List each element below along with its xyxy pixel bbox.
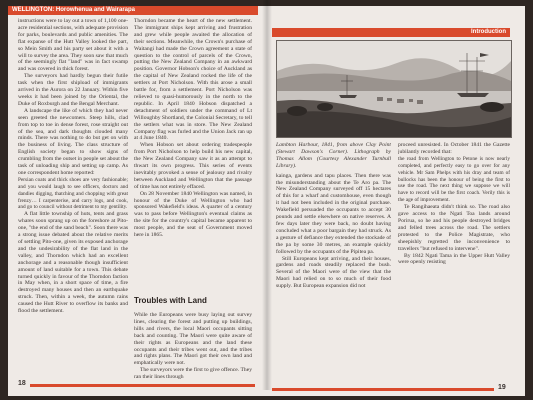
paragraph: Thorndon became the heart of the new settlement. The immigrant ships kept arriving and frustration and grew while people awaited the allocation of their sections. Meanwhile, the Crown's purchase of Waitangi had made the Crown agreement a state of question to the control of parcels of the Crown, putting the New Zealand Company in an awkward position. Governor Hobson's choice of Auckland as the capital of New Zealand rocked the life of the settlers at Port Nicholson. With this arose a small battle for, from a settlement. Port Nicholson was relieved to quasi-humorously in the north to the republic. In April 1840 Hobson dispatched a detachment of soldiers under the command of Lt Willoughby Shortland, the Colonial Secretary, to tell the settlers what was in store. The New Zealand Company flag was furled and the Union Jack ran up at 4 June 1840. (134, 18, 252, 142)
running-header-right: Introduction (272, 28, 510, 37)
paragraph: instructions were to lay out a town of 1,100 one-acre residential sections, with adequate provision for parks, boulevards and public amenities. The flat expanse of the Hutt Valley looked the part, so Mein Smith and his party set about it with a will to survey the area. They soon saw that much of the seemingly flat "land" was in fact swamp and was covered in thick forest. (18, 18, 128, 73)
section-heading: Troubles with Land (134, 296, 207, 305)
page-number-left: 18 (18, 380, 26, 387)
book-gutter (262, 0, 272, 390)
paragraph: A flat little township of huts, tents and grass whares soon sprang up on the foreshore at Pito-one, "the end of the sand beach". Soon there was a strong issue debated about the relative merits of settling Pito-one, given its exposed anchorage and the undesirability of the flat land in the valley, and Thorndon which had an excellent anchorage and a reasonable though insufficient amount of land suitable for a town. This debate turned quickly in favour of the Thorndon faction in May when, in a short space of time, a fire destroyed many houses and then an earthquake struck. Then, within a week, the autumn rains caused the Hutt River to overflow its banks and flood the settlement. (18, 211, 128, 315)
left-page-column-2-continued (134, 312, 252, 392)
paragraph: The surveyors were the first to give offence. They ran their lines through (134, 367, 252, 381)
paragraph: A landscape the like of which they had never seen greeted the newcomers. Steep hills, clad from top to toe in dense forest, rose straight out of the sea, and dark thoughts clouded many minds. There was nothing to do but get on with the business of living. The class structure of English society began to show signs of crumbling from the outset in people set about the task of unloading ship and setting up camp. As one correspondent home reported: (18, 107, 128, 176)
lithograph-drawing (277, 41, 511, 137)
right-page-column-2 (398, 142, 510, 387)
page-number-right: 19 (498, 384, 506, 391)
block-quote: Persian coats and thick shoes are very fashionable; and you would laugh to see officers, doctors and dandies digging, thatching and chopping with great frenzy… I carpenterise, and carry logs, and cook, and go to council without detriment to my gentility. (18, 176, 128, 211)
right-page-column-1 (276, 142, 391, 387)
paragraph: Te Rangihaeata didn't think so. The road also gave access to the Ngati Toa lands around Porirua, so he and his people destroyed bridges and felled trees across the road. The settlers protested to the Police Magistrate, who sheepishly regretted the inconvenience to travellers "but refused to intervene". (398, 204, 510, 252)
paragraph: proceed unresisted. In October 1841 the Gazette jubilantly recorded that: (398, 142, 510, 155)
footer-rule-left (30, 384, 255, 387)
block-quote: the road from Wellington to Petone is now nearly completed, and perfectly easy to go over for any vehicle. Mr Sam Phelps with his dray and team of bullocks has been the honour of being the first to use the road. The next thing we suppose we will have to record will be the first coach. Verily this is the age of improvement. (398, 155, 510, 204)
paragraph: When Hobson set about ordering tradespeople from Port Nicholson to help build his new capital, the New Zealand Company saw it as an attempt to thwart its own progress. This series of events inevitably provoked a sense of jealousy and rivalry between Auckland and Wellington that the passage of time has not entirely effaced. (134, 142, 252, 190)
paragraph: On 28 November 1840 Wellington was named, in honour of the Duke of Wellington who had sponsored Wakefield's ideas. A quarter of a century was to pass before Wellington's eventual claims as the site for the country's capital became apparent to most people, and the seat of Government moved here in 1865. (134, 190, 252, 239)
paragraph: By 1842 Ngati Tama in the Upper Hutt Valley were openly resisting (398, 252, 510, 266)
running-header-left: WELLINGTON: Horowhenua and Wairarapa (8, 6, 258, 15)
paragraph: While the Europeans were busy laying out survey lines, clearing the forest and putting up buildings, hills and rivers, the local Maori occupants sitting back and counting. The Maori were quite aware of their rights as Europeans and the land these occupants and their tribes went out, and the tribes and rights plans. The Maori got their own land and emphatically were not. (134, 312, 252, 367)
left-page-column-1 (18, 18, 128, 393)
image-caption: Lambton Harbour, 1841, from above Clay Point (Stewart Dawson's Corner). Lithograph by Thomas Allom (Courtesy Alexander Turnbull Library). (276, 142, 391, 169)
paragraph: Still Europeans kept arriving, and their houses, gardens and roads steadily replaced the bush. Several of the Maori were of the view that the Maori had relied on to so much of their food supply. But European expansion did not (276, 255, 391, 290)
paragraph: kainga, gardens and tapu places. Then there was the misunderstanding about the Te Aro pa. The New Zealand Company surveyed off 15 hectares of this for a wharf and customhouse, even though it had not been included in the original purchase. Wakefield persuaded the occupants to accept 30 pounds and settle elsewhere on native reserves. A few days later they were back, no doubt having concluded what a poor bargain they had struck. As a gesture of defiance they extended the stockade of the pa by some 30 metres, an example quickly followed by the occupants of the Pipitea pa. (276, 172, 391, 255)
paragraph: The surveyors had hardly begun their futile task when the first shipload of immigrants arrived in the Aurora on 22 January. Within five weeks it had been joined by the Oriental, the Duke of Roxburgh and the Bengal Merchant. (18, 73, 128, 107)
left-page-column-2 (134, 18, 252, 286)
harbour-lithograph-image (276, 40, 512, 138)
footer-rule-right (272, 388, 494, 391)
